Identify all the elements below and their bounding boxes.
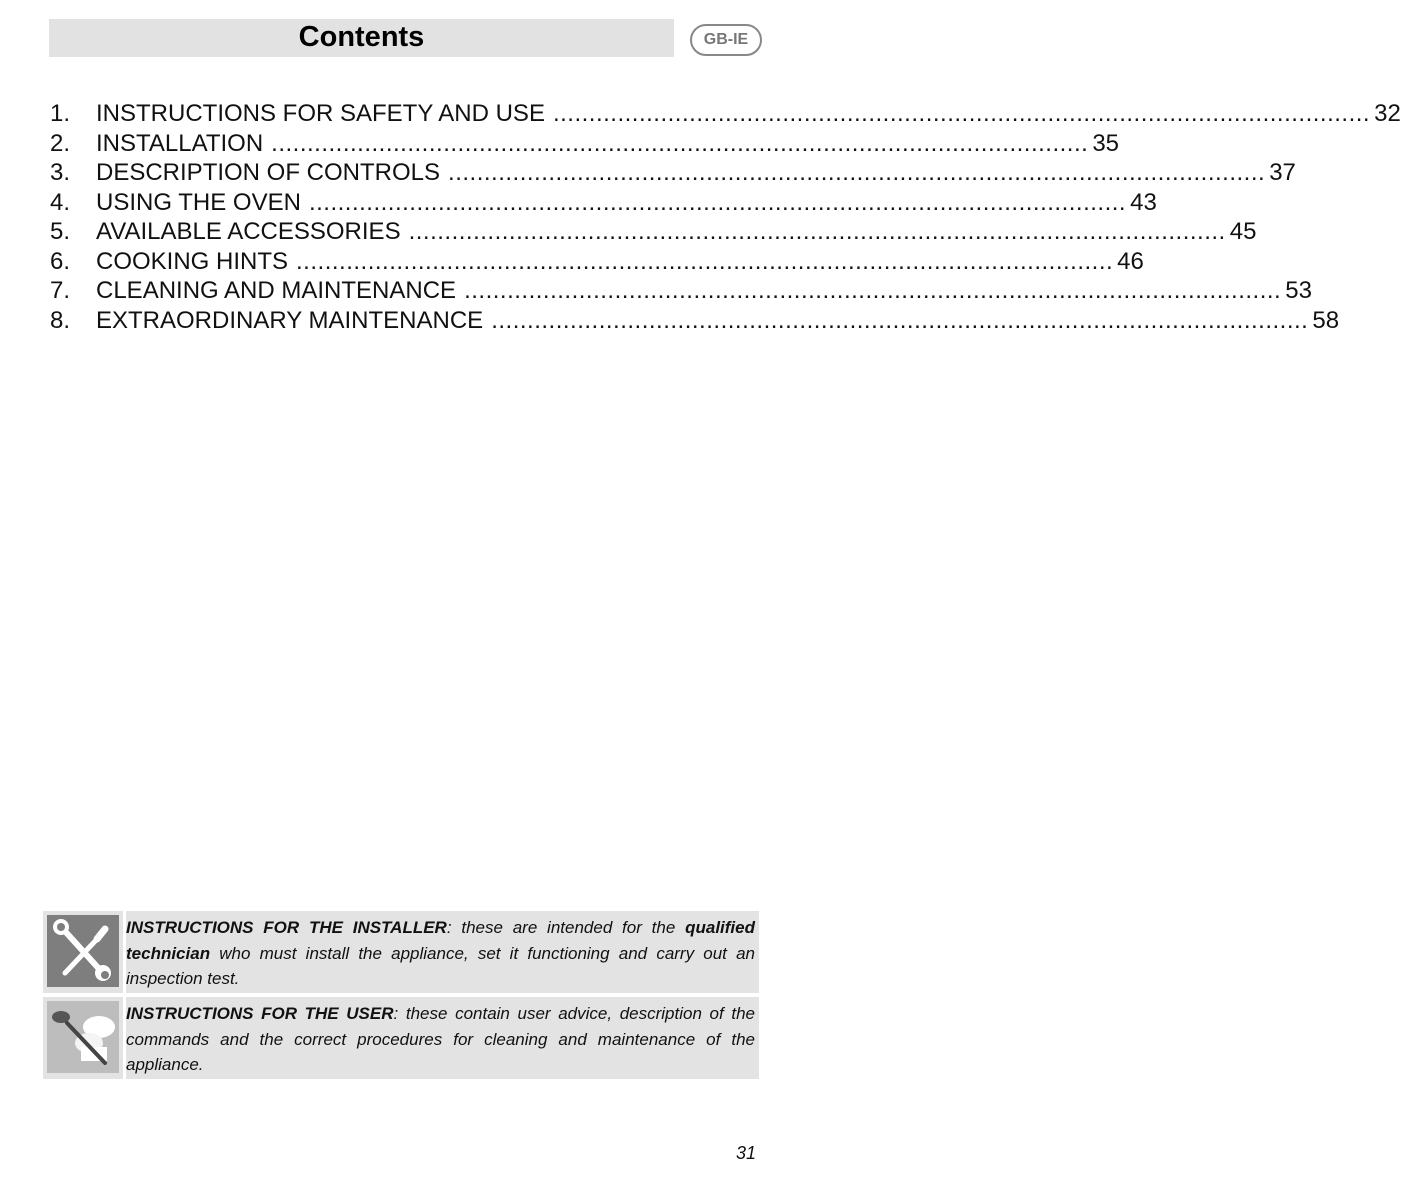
toc-title: AVAILABLE ACCESSORIES [96, 218, 401, 245]
installer-note-text [126, 915, 755, 992]
toc-entry[interactable] [50, 276, 1312, 306]
header-bar [49, 19, 674, 57]
installer-note [43, 911, 759, 993]
toc-title: INSTALLATION [96, 129, 264, 157]
table-of-contents [50, 99, 1401, 335]
toc-number: 1. [50, 100, 71, 127]
toc-title: EXTRAORDINARY MAINTENANCE [96, 306, 484, 334]
toc-leader: .................................................................................................................. [448, 159, 1266, 186]
toc-leader: .................................................................................................................. [408, 218, 1226, 245]
user-note-text [126, 1001, 755, 1078]
toc-title: INSTRUCTIONS FOR SAFETY AND USE [96, 100, 545, 127]
toc-title: DESCRIPTION OF CONTROLS [96, 159, 441, 186]
toc-page: 43 [1130, 188, 1157, 216]
user-note-heading: INSTRUCTIONS FOR THE USER [126, 1004, 394, 1023]
toc-page: 53 [1285, 277, 1312, 304]
toc-entry[interactable] [50, 306, 1340, 336]
toc-leader: .................................................................................................................. [491, 306, 1309, 334]
page-number: 31 [736, 1143, 757, 1163]
toc-number: 7. [50, 277, 71, 304]
toc-number: 5. [50, 218, 71, 245]
toc-leader: .................................................................................................................. [296, 247, 1114, 275]
toc-leader: .................................................................................................................. [464, 277, 1282, 304]
installer-note-heading: INSTRUCTIONS FOR THE INSTALLER [126, 918, 447, 937]
toc-page: 32 [1374, 100, 1401, 127]
toc-page: 35 [1092, 129, 1120, 157]
toc-entry[interactable] [50, 188, 1157, 218]
installer-note-body: : these are intended for the [446, 918, 686, 937]
toc-number: 4. [50, 188, 71, 216]
toc-leader: .................................................................................................................. [271, 129, 1089, 157]
toc-number: 2. [50, 129, 71, 157]
toc-entry[interactable] [50, 99, 1401, 129]
chef-hat-spoon-icon [47, 1001, 119, 1073]
toc-page: 37 [1269, 159, 1296, 186]
user-note-body: : these contain user advice, description of the commands and the correct procedures for cleaning and maintenance of the appliance. [126, 1004, 755, 1074]
toc-entry[interactable] [50, 129, 1120, 159]
toc-title: COOKING HINTS [96, 247, 289, 275]
toc-page: 45 [1229, 218, 1257, 245]
page-title: Contents [298, 21, 425, 53]
wrench-screwdriver-icon [47, 915, 119, 987]
toc-number: 6. [50, 247, 71, 275]
toc-title: USING THE OVEN [96, 188, 301, 216]
toc-number: 3. [50, 159, 71, 186]
installer-note-body-end: who must install the appliance, set it functioning and carry out an inspection test. [126, 943, 755, 988]
toc-entry[interactable] [50, 158, 1296, 188]
toc-page: 46 [1117, 247, 1144, 275]
toc-leader: .................................................................................................................. [308, 188, 1127, 216]
toc-page: 58 [1312, 306, 1340, 334]
toc-entry[interactable] [50, 247, 1144, 277]
toc-leader: .................................................................................................................. [552, 100, 1371, 127]
user-note [43, 997, 759, 1079]
toc-entry[interactable] [50, 217, 1257, 247]
installer-note-emphasis: qualified technician [126, 918, 755, 963]
language-badge: GB-IE [690, 24, 762, 56]
toc-title: CLEANING AND MAINTENANCE [96, 277, 457, 304]
toc-number: 8. [50, 306, 71, 334]
